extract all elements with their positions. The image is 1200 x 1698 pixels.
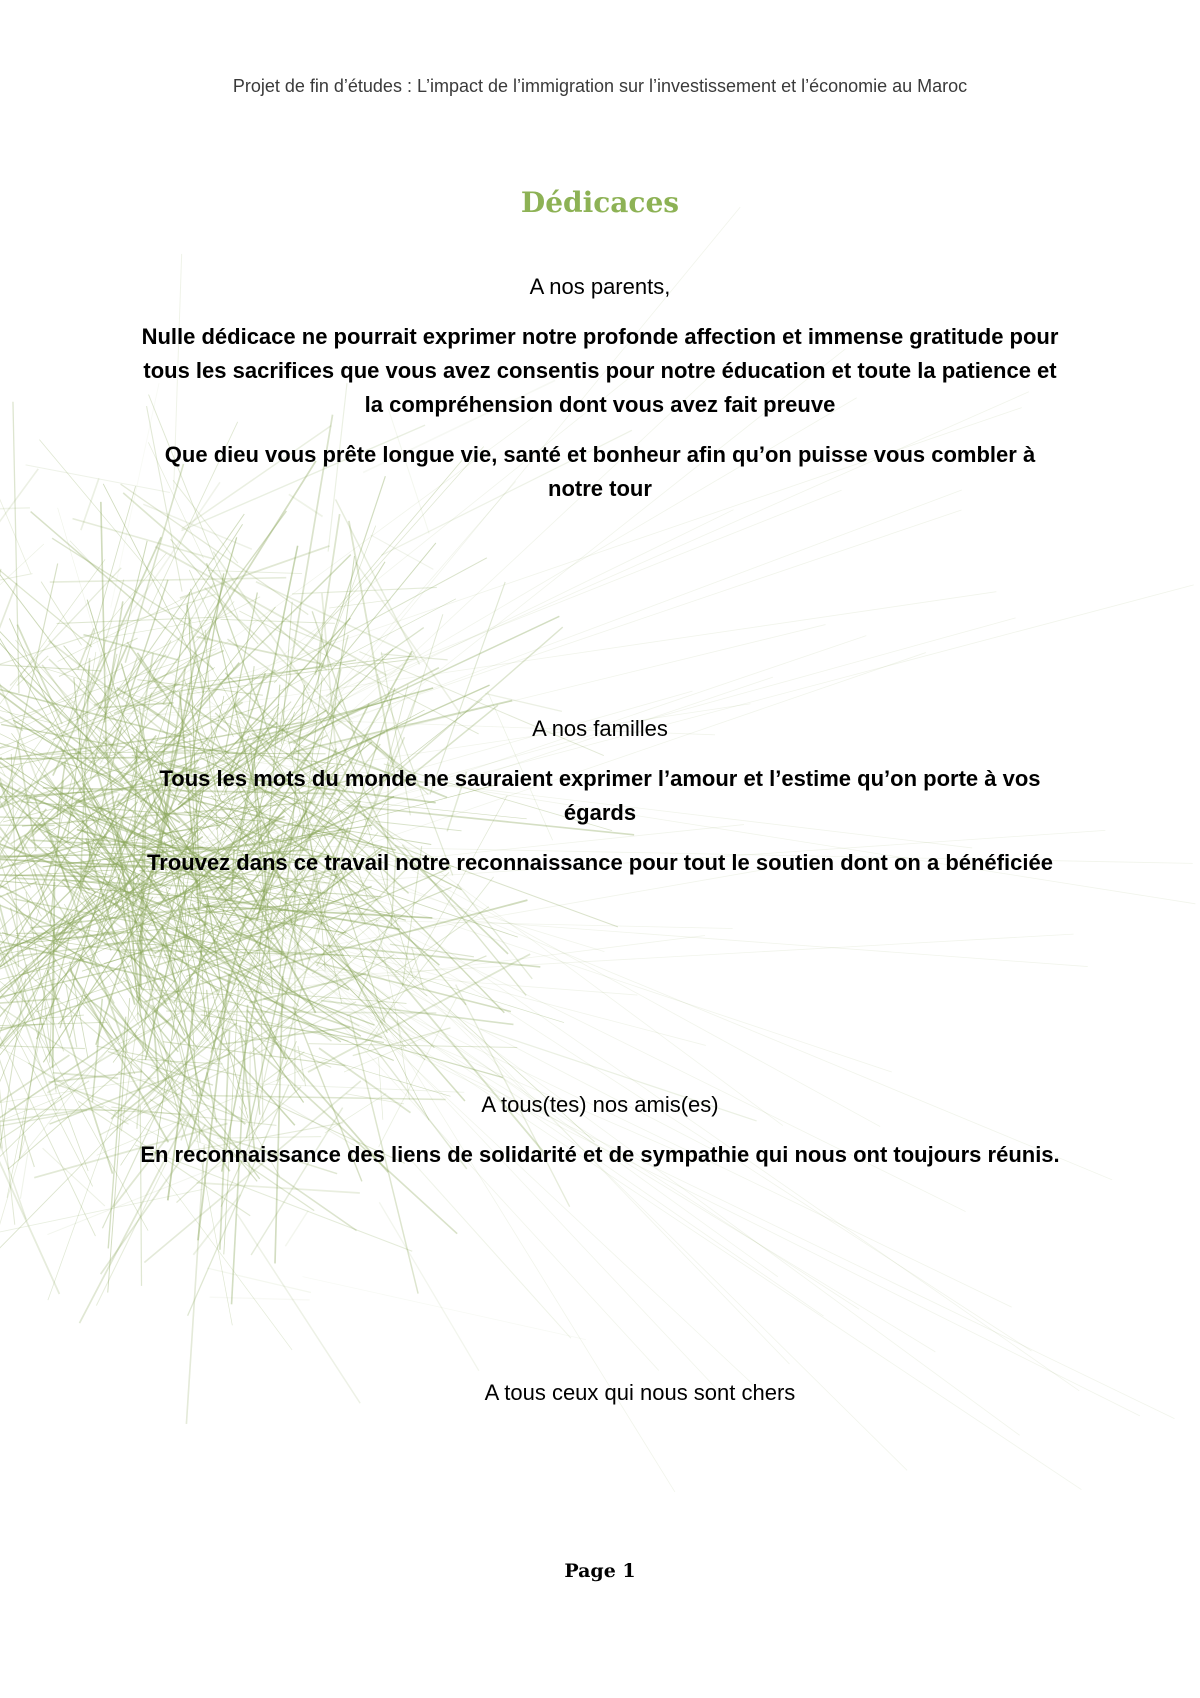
fibre-stroke xyxy=(33,869,55,923)
fibre-stroke xyxy=(485,694,562,712)
dedication-heading: A tous ceux qui nous sont chers xyxy=(484,1380,796,1405)
page-number: Page 1 xyxy=(564,1560,636,1582)
fibre-stroke xyxy=(0,979,26,1162)
dedication-parents xyxy=(140,270,1060,522)
fibre-stroke xyxy=(0,735,5,776)
dedication-friends xyxy=(140,1088,1060,1188)
dedication-paragraph: Trouvez dans ce travail notre reconnaissance pour tout le soutien dont on a bénéficiée xyxy=(147,850,1053,875)
fibre-stroke xyxy=(371,535,434,569)
fibre-stroke xyxy=(52,538,210,639)
dedication-paragraph: Tous les mots du monde ne sauraient exprimer l’amour et l’estime qu’on porte à vos égards xyxy=(159,766,1041,825)
fibre-stroke xyxy=(0,713,9,839)
dedication-paragraph: Que dieu vous prête longue vie, santé et bonheur afin qu’on puisse vous combler à notre tour xyxy=(164,442,1036,501)
dedication-paragraph: En reconnaissance des liens de solidarité et de sympathie qui nous ont toujours réunis. xyxy=(140,1142,1060,1167)
fibre-stroke xyxy=(282,961,374,1032)
fibre-stroke xyxy=(0,660,102,670)
fibre-stroke xyxy=(210,1297,310,1300)
dedication-heading: A nos familles xyxy=(532,716,668,741)
fibre-stroke xyxy=(0,469,38,634)
fibre-stroke xyxy=(8,1109,125,1110)
fibre-stroke xyxy=(43,1148,105,1206)
dedication-paragraph: Nulle dédicace ne pourrait exprimer notre profonde affection et immense gratitude pour tous les sacrifices que vous avez consentis pour notre éducation et toute la patience et la compréhension dont vous avez fait preuve xyxy=(141,324,1059,417)
fibre-stroke xyxy=(33,1023,148,1230)
fibre-stroke xyxy=(16,933,78,934)
fibre-stroke xyxy=(237,1214,360,1403)
page-title: Dédicaces xyxy=(520,186,680,219)
dedication-heading: A tous(tes) nos amis(es) xyxy=(481,1092,719,1117)
dedication-heading: A nos parents, xyxy=(529,274,671,299)
fibre-stroke xyxy=(379,1202,479,1370)
fibre-stroke xyxy=(149,511,287,698)
fibre-stroke xyxy=(81,478,99,530)
running-header: Projet de fin d’études : L’impact de l’immigration sur l’investissement et l’économie au Maroc xyxy=(232,76,968,96)
fibre-stroke xyxy=(20,1154,27,1199)
fibre-stroke xyxy=(285,1211,308,1247)
fibre-stroke xyxy=(327,635,348,714)
fibre-stroke xyxy=(410,614,443,719)
dedication-dear-ones xyxy=(180,1376,1100,1426)
fibre-stroke xyxy=(207,1268,311,1292)
fibre-stroke xyxy=(13,402,19,693)
fibre-stroke xyxy=(0,550,92,647)
fibre-stroke xyxy=(356,562,461,715)
fibre-stroke xyxy=(70,961,88,1057)
dedication-families xyxy=(140,712,1060,896)
fibre-stroke xyxy=(272,558,486,674)
